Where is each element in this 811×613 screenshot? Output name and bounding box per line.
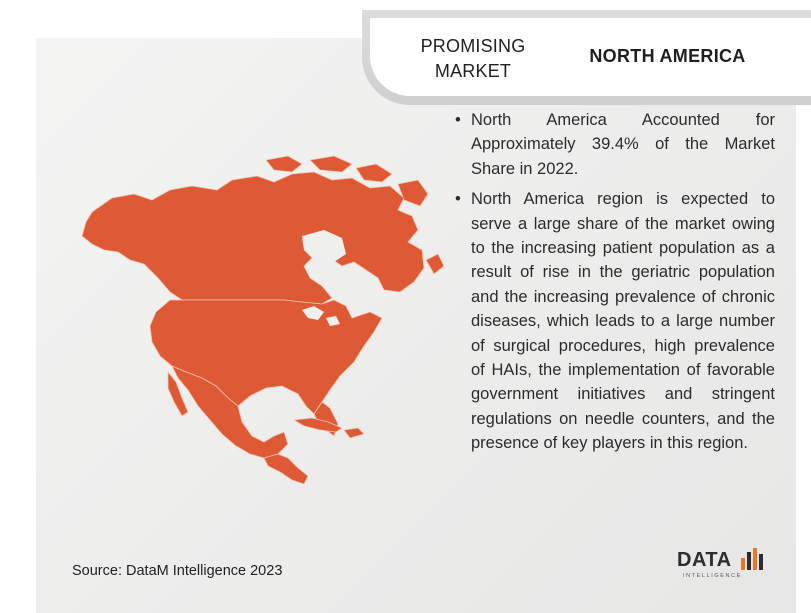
source-note: Source: DataM Intelligence 2023 [72,563,283,579]
bullet-region-outlook: • North America region is expected to serve a large share of the market owing to the increasing patient population as a result of rise in the geriatric population and the increasing prevalence of chronic diseases, which leads to a large number of surgical procedures, high prevalence of HAIs, the implementation of favorable government initiatives and stringent regulations on needle counters, and the presence of key players in this region. [455,187,775,455]
arctic-island-2 [310,156,352,172]
logo-bar-1 [741,558,745,570]
logo-bar-4 [759,554,763,570]
bullet-market-share: • North America Accounted for Approximately 39.4% of the Market Share in 2022. [455,108,775,181]
logo-bar-3 [753,548,757,570]
promising-market-title [398,34,548,84]
logo-bars-icon [741,546,769,572]
north-america-map-icon [52,150,472,490]
usa-shape [150,300,382,414]
greenland-tip [398,180,428,206]
central-america-shape [264,454,308,484]
datam-intelligence-logo-icon [677,546,769,582]
logo-main-text: DATA [677,549,732,571]
bullet-list [455,108,775,462]
map-shapes [82,156,444,484]
arctic-island-1 [266,156,302,172]
canada-alaska-shape [82,172,424,304]
logo-bar-2 [747,552,751,570]
newfoundland [426,254,444,274]
arctic-island-3 [356,164,392,182]
title-line-2: MARKET [434,61,512,81]
region-title: NORTH AMERICA [589,46,746,66]
hispaniola-shape [344,428,364,438]
logo-sub-text: INTELLIGENCE [683,573,742,579]
title-line-1: PROMISING [420,36,526,56]
